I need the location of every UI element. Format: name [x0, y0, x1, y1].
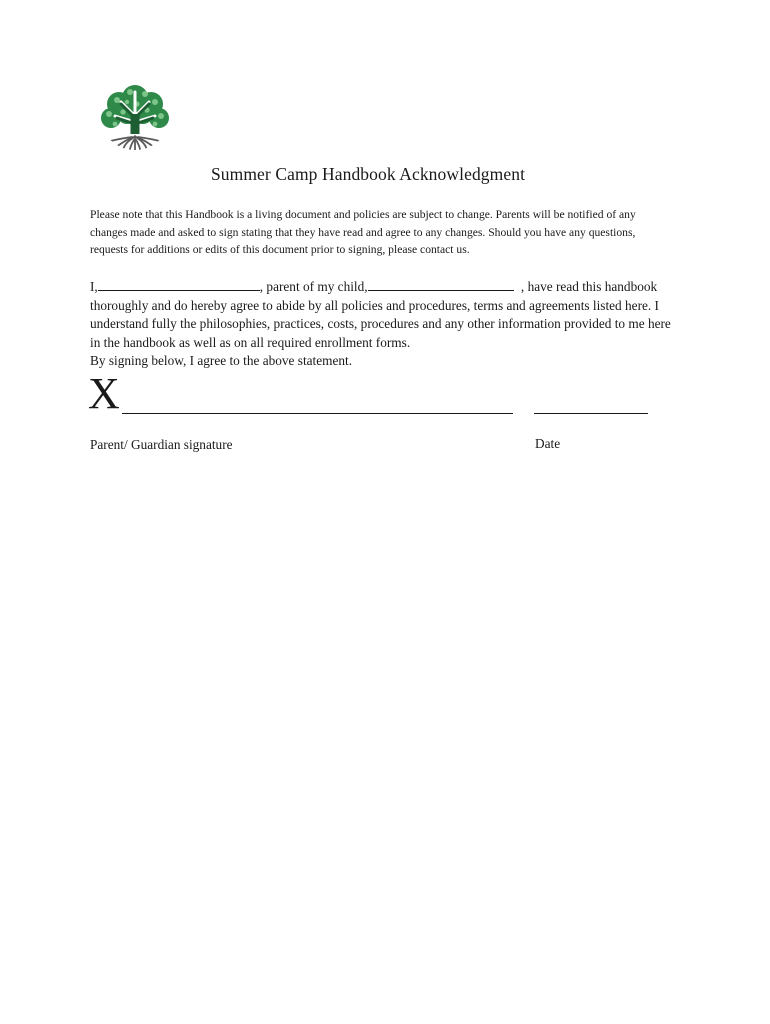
statement-line: thoroughly and do hereby agree to abide by all policies and procedures, terms and agreements listed here. I	[90, 297, 659, 313]
signature-line[interactable]	[122, 413, 513, 414]
date-label: Date	[535, 436, 561, 451]
statement-suffix: , have read this handbook	[517, 279, 658, 294]
statement-first-line	[90, 278, 730, 297]
child-name-blank[interactable]	[368, 278, 514, 291]
intro-paragraph	[90, 206, 710, 259]
signature-x-mark: X	[88, 369, 120, 418]
statement-line: By signing below, I agree to the above statement.	[90, 353, 353, 368]
statement-middle: , parent of my child,	[259, 279, 368, 294]
acknowledgment-statement	[90, 278, 730, 371]
intro-line: Please note that this Handbook is a living document and policies are subject to change. Parents will be notified of any	[90, 208, 636, 221]
statement-line: in the handbook as well as on all required enrollment forms.	[90, 334, 411, 350]
signature-label: Parent/ Guardian signature	[90, 437, 233, 452]
tree-logo-icon	[97, 78, 173, 156]
statement-line: understand fully the philosophies, practices, costs, procedures and any other information provided to me here	[90, 316, 671, 331]
date-line[interactable]	[534, 413, 648, 414]
document-title: Summer Camp Handbook Acknowledgment	[210, 164, 526, 184]
intro-line: requests for additions or edits of this document prior to signing, please contact us.	[90, 243, 470, 256]
intro-line: changes made and asked to sign stating that they have read and agree to any changes. Should you have any questions,	[90, 225, 636, 239]
parent-name-blank[interactable]	[98, 278, 260, 291]
statement-prefix: I,	[90, 279, 98, 294]
